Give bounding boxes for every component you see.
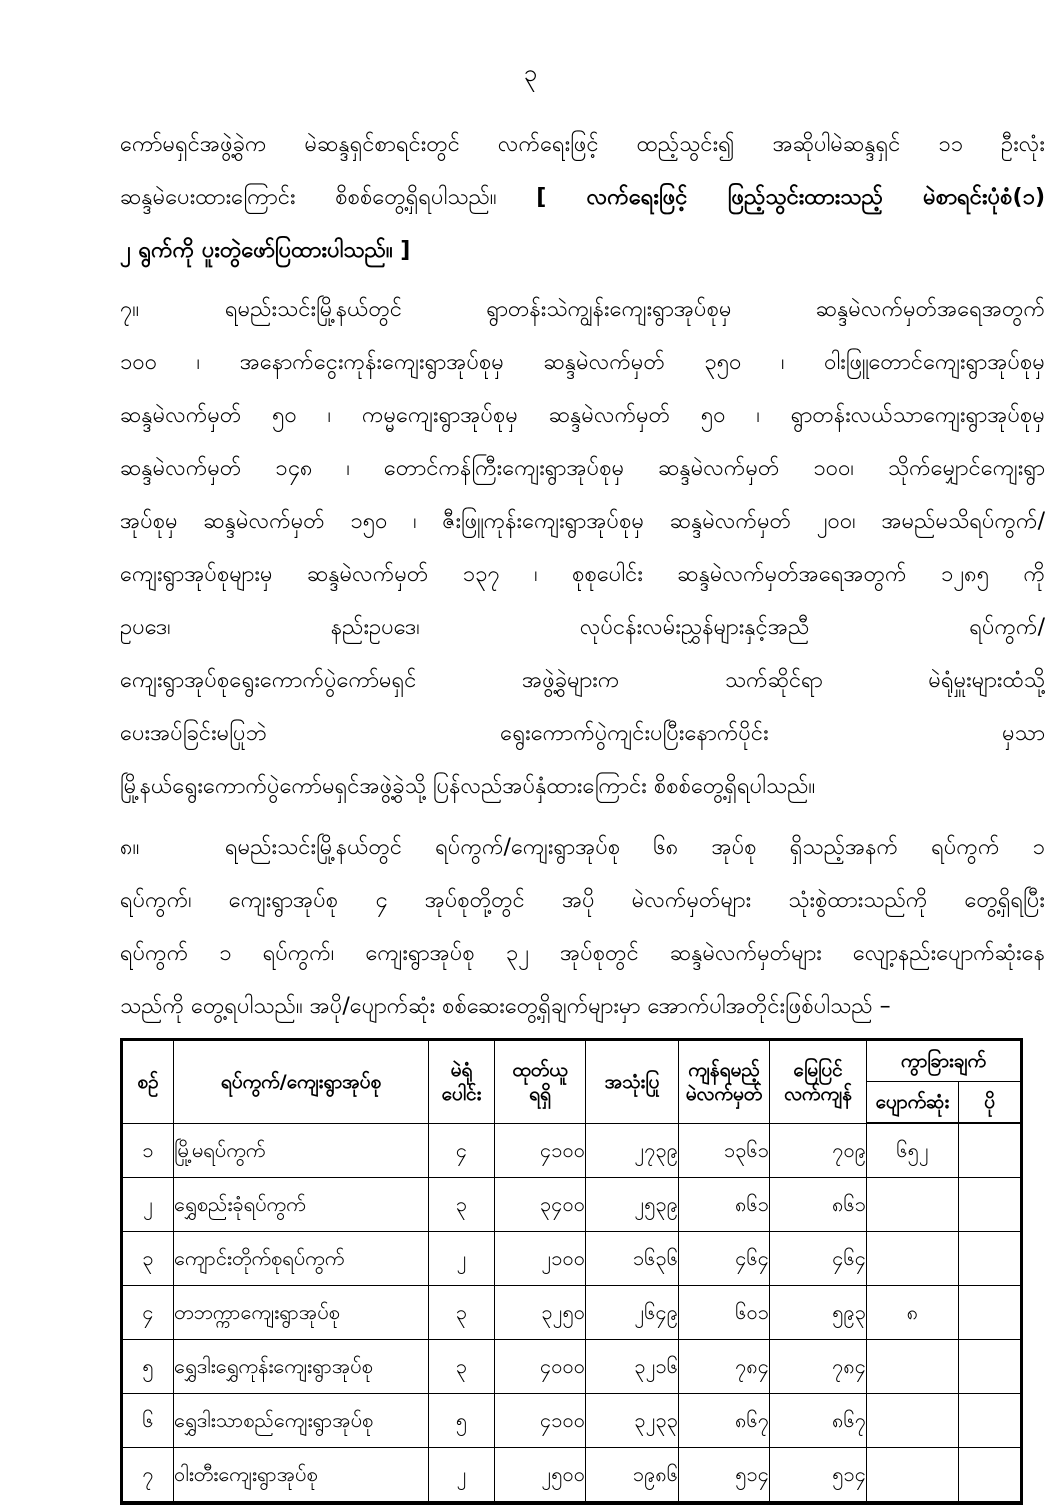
paragraph-line: သည်ကို တွေ့ရပါသည်။ အပို/ပျောက်ဆုံး စစ်ဆေးတွေ့ရှိချက်များမှာ အောက်ပါအတိုင်းဖြစ်ပါသည် – [120,994,891,1019]
cell-ground: ၄၆၄ [770,1232,867,1286]
header-ward: ရပ်ကွက်/ကျေးရွာအုပ်စု [174,1040,429,1124]
paragraph-number: ၇။ [120,297,140,322]
header-stations-line2: ပေါင်း [441,1082,482,1105]
ballot-table [120,1038,1023,1505]
cell-lost [867,1448,959,1504]
cell-used: ၃၂၃၃ [586,1394,679,1448]
cell-received: ၃၂၅၀ [495,1286,586,1340]
cell-used: ၂၇၃၉ [586,1123,679,1178]
header-extra: ပို [959,1082,1022,1124]
intro-bold-text: [ လက်ရေးဖြင့် ဖြည့်သွင်းထားသည့် မဲစာရင်းပုံစံ(၁) [536,185,1045,210]
page-number: ၃ [523,59,538,87]
cell-expected: ၁၃၆၁ [679,1123,770,1178]
cell-received: ၃၄၀၀ [495,1178,586,1232]
cell-extra [959,1448,1022,1504]
cell-ground: ၇၀၉ [770,1123,867,1178]
cell-no: ၃ [122,1232,174,1286]
cell-expected: ၈၆၁ [679,1178,770,1232]
header-expected-line1: ကျန်ရမည့် [688,1058,760,1081]
header-no: စဉ် [122,1040,174,1124]
paragraph-line: ရပ်ကွက်၊ ကျေးရွာအုပ်စု ၄ အုပ်စုတို့တွင် အပို မဲလက်မှတ်များ သုံးစွဲထားသည်ကို တွေ့ရှိရပြီး [120,888,1045,913]
paragraph-line: ၂ ရွက်ကို ပူးတွဲဖော်ပြထားပါသည်။ ] [120,238,411,263]
cell-received: ၄၀၀၀ [495,1340,586,1394]
table-row [122,1286,1022,1340]
cell-ward: ရွှေဒါးရွှေကုန်းကျေးရွာအုပ်စု [174,1340,429,1394]
cell-ward: တဘက္ကာကျေးရွာအုပ်စု [174,1286,429,1340]
cell-received: ၄၁၀၀ [495,1123,586,1178]
cell-used: ၂၅၃၉ [586,1178,679,1232]
paragraph-line: ၁၀၀ ၊ အနောက်ငွေးကုန်းကျေးရွာအုပ်စုမှ ဆန္ဒမဲလက်မှတ် ၃၅၀ ၊ ဝါးဖြူတောင်ကျေးရွာအုပ်စုမှ [120,350,1045,375]
table-row [122,1394,1022,1448]
table-row [122,1178,1022,1232]
header-used: အသုံးပြု [586,1040,679,1124]
cell-no: ၆ [122,1394,174,1448]
table-row [122,1340,1022,1394]
cell-extra [959,1123,1022,1178]
cell-received: ၂၅၀၀ [495,1448,586,1504]
cell-expected: ၈၆၇ [679,1394,770,1448]
paragraph-intro [120,118,1045,277]
table-header-row [122,1040,1022,1082]
paragraph-line: မြို့နယ်ရွေးကောက်ပွဲကော်မရှင်အဖွဲ့ခွဲသို့ ပြန်လည်အပ်နှံထားကြောင်း စိစစ်တွေ့ရှိရပါသည်။ [120,774,816,799]
intro-normal-text: ဆန္ဒမဲပေးထားကြောင်း စိစစ်တွေ့ရှိရပါသည်။ [120,185,537,210]
paragraph-line [120,283,1045,336]
table-row [122,1123,1022,1178]
paragraph-line: ကျေးရွာအုပ်စုများမှ ဆန္ဒမဲလက်မှတ် ၁၃၇ ၊ စုစုပေါင်း ဆန္ဒမဲလက်မှတ်အရေအတွက် ၁၂၈၅ ကို [120,562,1045,587]
document-body [120,118,1045,1505]
paragraph-7 [120,283,1045,813]
cell-expected: ၇၈၄ [679,1340,770,1394]
header-expected-line2: မဲလက်မှတ် [685,1082,763,1105]
paragraph-line: အုပ်စုမှ ဆန္ဒမဲလက်မှတ် ၁၅၀ ၊ ဇီးဖြူကုန်းကျေးရွာအုပ်စုမှ ဆန္ဒမဲလက်မှတ် ၂၀၀၊ အမည်မသိရပ်ကွက်/ [120,509,1045,534]
paragraph-line: ကော်မရှင်အဖွဲ့ခွဲက မဲဆန္ဒရှင်စာရင်းတွင် လက်ရေးဖြင့် ထည့်သွင်း၍ အဆိုပါမဲဆန္ဒရှင် ၁၁ ဦးလုံး [120,132,1045,157]
header-received-line2: ရရှိ [529,1082,551,1105]
header-received [495,1040,586,1124]
cell-extra [959,1394,1022,1448]
cell-ward: ကျောင်းတိုက်စုရပ်ကွက် [174,1232,429,1286]
cell-extra [959,1286,1022,1340]
header-received-line1: ထုတ်ယူ [512,1058,568,1081]
header-ground [770,1040,867,1124]
cell-no: ၁ [122,1123,174,1178]
header-difference: ကွာခြားချက် [867,1040,1022,1082]
paragraph-text: ရမည်းသင်းမြို့နယ်တွင် ရပ်ကွက်/ကျေးရွာအုပ်စု ၆၈ အုပ်စု ရှိသည့်အနက် ရပ်ကွက် ၁ [225,835,1045,860]
cell-no: ၂ [122,1178,174,1232]
cell-ward: ရွှေစည်းခုံရပ်ကွက် [174,1178,429,1232]
cell-ward: ရွှေဒါးသာစည်ကျေးရွာအုပ်စု [174,1394,429,1448]
paragraph-8 [120,821,1045,1033]
cell-used: ၂၆၄၉ [586,1286,679,1340]
cell-ground: ၈၆၁ [770,1178,867,1232]
cell-ground: ၅၉၃ [770,1286,867,1340]
paragraph-text: ရမည်းသင်းမြို့နယ်တွင် ရွာတန်းသဲကျွန်းကျေးရွာအုပ်စုမှ ဆန္ဒမဲလက်မှတ်အရေအတွက် [225,297,1045,322]
cell-ground: ၈၆၇ [770,1394,867,1448]
cell-expected: ၆၀၁ [679,1286,770,1340]
cell-ground: ၇၈၄ [770,1340,867,1394]
cell-extra [959,1178,1022,1232]
cell-stations: ၂ [429,1232,495,1286]
cell-used: ၁၉၈၆ [586,1448,679,1504]
header-stations [429,1040,495,1124]
cell-lost [867,1340,959,1394]
cell-extra [959,1232,1022,1286]
cell-ward: ဝါးတီးကျေးရွာအုပ်စု [174,1448,429,1504]
cell-used: ၃၂၁၆ [586,1340,679,1394]
cell-lost [867,1394,959,1448]
paragraph-line [120,171,1045,224]
cell-received: ၄၁၀၀ [495,1394,586,1448]
cell-stations: ၂ [429,1448,495,1504]
cell-no: ၄ [122,1286,174,1340]
cell-stations: ၃ [429,1178,495,1232]
cell-lost: ၈ [867,1286,959,1340]
header-expected [679,1040,770,1124]
header-ground-line2: လက်ကျန် [784,1082,852,1105]
cell-stations: ၄ [429,1123,495,1178]
paragraph-number: ၈။ [120,835,140,860]
cell-no: ၅ [122,1340,174,1394]
paragraph-line: ဆန္ဒမဲလက်မှတ် ၁၄၈ ၊ တောင်ကန်ကြီးကျေးရွာအုပ်စုမှ ဆန္ဒမဲလက်မှတ် ၁၀၀၊ သိုက်မျှောင်ကျေးရွာ [120,456,1045,481]
cell-lost [867,1232,959,1286]
header-stations-line1: မဲရုံ [450,1058,473,1081]
cell-stations: ၃ [429,1286,495,1340]
paragraph-line [120,821,1045,874]
cell-used: ၁၆၃၆ [586,1232,679,1286]
cell-lost: ၆၅၂ [867,1123,959,1178]
cell-extra [959,1340,1022,1394]
cell-expected: ၄၆၄ [679,1232,770,1286]
paragraph-line: ဆန္ဒမဲလက်မှတ် ၅၀ ၊ ကမ္မကျေးရွာအုပ်စုမှ ဆန္ဒမဲလက်မှတ် ၅၀ ၊ ရွာတန်းလယ်သာကျေးရွာအုပ်စုမှ [120,403,1045,428]
cell-ward: မြို့မရပ်ကွက် [174,1123,429,1178]
cell-stations: ၃ [429,1340,495,1394]
header-lost: ပျောက်ဆုံး [867,1082,959,1124]
cell-received: ၂၁၀၀ [495,1232,586,1286]
cell-expected: ၅၁၄ [679,1448,770,1504]
paragraph-line: ဥပဒေ၊ နည်းဥပဒေ၊ လုပ်ငန်းလမ်းညွှန်များနှင့်အညီ ရပ်ကွက်/ [120,615,1045,640]
paragraph-line: ကျေးရွာအုပ်စုရွေးကောက်ပွဲကော်မရှင် အဖွဲ့ခွဲများက သက်ဆိုင်ရာ မဲရုံမှူးများထံသို့ [120,668,1045,693]
cell-stations: ၅ [429,1394,495,1448]
cell-no: ၇ [122,1448,174,1504]
cell-lost [867,1178,959,1232]
table-row [122,1232,1022,1286]
paragraph-line: ရပ်ကွက် ၁ ရပ်ကွက်၊ ကျေးရွာအုပ်စု ၃၂ အုပ်စုတွင် ဆန္ဒမဲလက်မှတ်များ လျော့နည်းပျောက်ဆုံးနေ [120,941,1045,966]
table-row [122,1448,1022,1504]
cell-ground: ၅၁၄ [770,1448,867,1504]
paragraph-line: ပေးအပ်ခြင်းမပြုဘဲ ရွေးကောက်ပွဲကျင်းပပြီးနောက်ပိုင်း မှသာ [120,721,1045,746]
header-ground-line1: မြေပြင် [793,1058,843,1081]
